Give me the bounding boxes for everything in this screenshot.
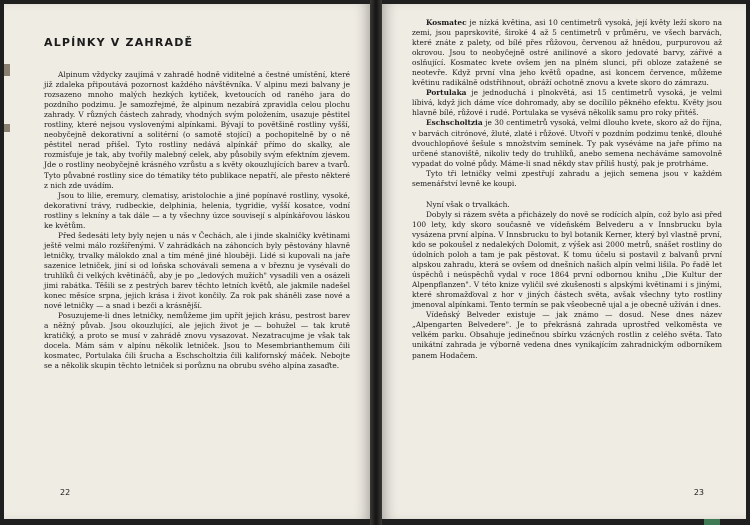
paragraph: Alpinum vždycky zaujímá v zahradě hodně viditelné a čestné umístění, které již zdaleka připoutává pozornost každého návštěvníka. V alpinu mezi balvany je rozsazeno mnoho malých hezkých kytiček, kvetoucích od raného jara do pozdního podzimu. Je samozřejmé, že alpinum nezabírá zpravidla celou plochu zahrady. V různých částech zahrady, vhodných svým položením, usazuje pěstitel rostliny, které nejsou vyslovenými alpínkami. Bývají to povětšině rostliny vyšší, neobyčejně dekorativní a solitérní (o samotě stojící) a pochopitelně by o ně pěstitel nerad přišel. Tyto rostliny nedává alpínkář přímo do skalky, ale rozmísťuje je tak, aby tvořily malebný celek, aby působily svým efektním zjevem. Jde o rostliny neobyčejně krásného vzrůstu a s květy okouzlujících barev a tvarů. Tyto půvabné rostliny sice do tématiky této publikace nepatří, ale přesto některé z nich zde uvádím. — [44, 70, 350, 190]
right-text-column — [412, 18, 722, 361]
paragraph: Eschscholtzia je 30 centimetrů vysoká, velmi dlouho kvete, skoro až do října, v barvách citrónové, žluté, zlaté i růžové. Utvoří v pozdním podzimu tenké, dlouhé dvouchlopňové šešule s množstvím semínek. Ty pak vyséváme na jaře přímo na určené stanoviště, nikoliv tedy do truhlíků, anebo semena necháváme samovolně vypadat do volné půdy. Máme-li snad někdy stav příliš hustý, pak je protrháme. — [412, 118, 722, 168]
page-edge-mark — [4, 64, 10, 76]
right-page — [382, 4, 746, 519]
page-number-left: 22 — [60, 488, 71, 497]
page-number-right: 23 — [693, 488, 704, 497]
paragraph: Tyto tři letničky velmi zpestřují zahradu a jejich semena jsou v každém semenářství levně ke koupi. — [412, 168, 722, 188]
plant-name: Kosmatec — [426, 18, 467, 27]
paragraph: Dobyly si rázem světa a přicházely do nově se rodících alpín, což bylo asi před 100 lety, kdy skoro současně ve vídeňském Belvederu a v Innsbrucku byla vysázena první alpína. V Innsbrucku to byl botanik Kerner, který byl vlastně první, kdo se pokoušel z nedalekých Dolomit, z výšek asi 2000 metrů, snášet rostliny do údolních poloh a tam je pak pěstovat. K tomu účelu si postavil z balvanů první alpskou zahradu, která se ovšem od dnešních našich alpín velmi lišila. Po řadě let úspěchů i neúspěchů vydal v roce 1864 první odbornou knihu „Die Kultur der Alpenpflanzen". V této knize vyličil své zkušenosti s alpskými květinami i s jinými, které shromažďoval z hor v jiných částech světa, avšak všechny tyto rostliny jmenoval alpínkami. Tento termín se pak všeobecně ujal a je obecně užíván i dnes. — [412, 209, 722, 310]
bookmark-ribbon — [704, 519, 720, 525]
paragraph: Posuzujeme-li dnes letničky, nemůžeme jim upřít jejich krásu, pestrost barev a něžný půvab. Jsou okouzlující, ale jejich život je — bohužel — tak krutě kratičký, a proto se musí v zahrádě znovu vysazovat. Nezatracujme je však tak docela. Mám sám v alpínu několik letniček. Jsou to Mesembrianthemum čili kosmatec, Portulaka čili šrucha a Eschscholtzia čili kalifornský máček. Nebojte se a několik skupin těchto letniček si porůznu na obrubu svého alpína zasaďte. — [44, 311, 350, 371]
paragraph: Jsou to lilie, eremury, clematisy, aristolochie a jiné popínavé rostliny, vysoké, dekorativní trávy, rudbeckie, delphinia, helenia, tygridie, vyšší kosatce, vodní rostliny s lekníny a tak dále — a ty všechny úzce souvisejí s alpínkářovou láskou ke květům. — [44, 190, 350, 230]
page-edge-mark — [4, 124, 10, 132]
book-gutter — [370, 0, 382, 525]
paragraph: Před šedesáti lety byly nejen u nás v Čechách, ale i jinde skalničky květinami ještě velmi málo rozšířenými. V zahrádkách na záhoncích byly pěstovány hlavně letničky, trvalky málokdo znal a tím méně jiné hlouběji. Lidé si kupovali na jaře sazenice letniček, jiní si od loňska schovávali semena a v březnu je vysévali do truhlíků či velkých květináčů, aby je po „ledových mužích" vysadili ven a osázeli jimi rabátka. Těšili se z pestrých barev těchto letních květů, ale jakmile nadešel konec měsíce srpna, jejich krása i život končily. Za rok pak sháněli zase nové a nové letničky — a snad i bezči a krásnější. — [44, 230, 350, 311]
paragraph: Vídeňský Belveder existuje — jak známo — dosud. Nese dnes název „Alpengarten Belvedere". Je to překrásná zahrada uprostřed velkoměsta ve velkém parku. Obsahuje jedinečnou sbírku vzácných rostlin z celého světa. Tato unikátní zahrada je výborně vedena dnes vynikajícím zahradnickým odborníkem panem Hodačem. — [412, 310, 722, 360]
paragraph: Kosmatec je nízká květina, asi 10 centimetrů vysoká, její květy leží skoro na zemi, jsou paprskovité, široké 4 až 5 centimetrů v průměru, ve všech barvách, které znáte z palety, od bílé přes růžovou, červenou až hnědou, purpurovou až okrovou. Jsou to neobyčejně ostré anilinové a skoro jedovaté barvy, zářivé a oslňující. Kosmatec kvete ovšem jen na plném slunci, při obloze zatažené se neotevře. Když první vlna jeho květů opadne, asi koncem července, můžeme květinu radikálně odstřihnout, obráží ochotně znovu a kvete skoro do zámrazu. — [412, 18, 722, 88]
plant-name: Eschscholtzia — [426, 118, 483, 128]
paragraph: Nyní však o trvalkách. — [426, 199, 510, 209]
left-page — [4, 4, 370, 519]
plant-name: Portulaka — [426, 88, 467, 98]
left-text-column — [44, 18, 350, 371]
chapter-heading: ALPÍNKY V ZAHRADĚ — [44, 36, 194, 49]
paragraph: Portulaka je jednoduchá i plnokvětá, asi 15 centimetrů vysoká, je velmi líbivá, když jich dáme více dohromady, aby se docílilo pěkného efektu. Květy jsou hlavně bílé, růžové i rudé. Portulaka se vysévá několik samu pro roky přitéš. — [412, 88, 722, 118]
